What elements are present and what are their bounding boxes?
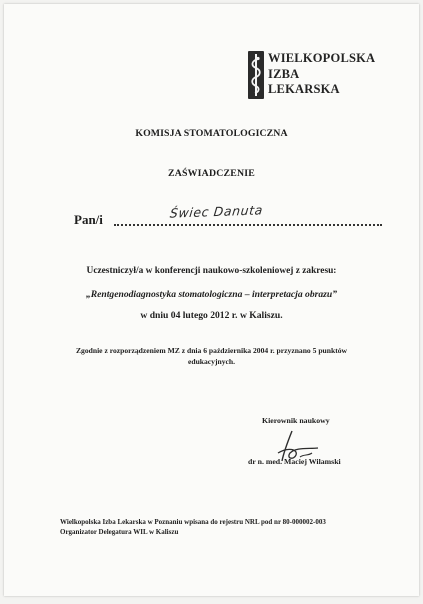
footer-note xyxy=(60,517,326,537)
regulation-note xyxy=(4,345,419,367)
recipient-handwritten-name: Świec Danuta xyxy=(169,202,264,221)
recipient-label: Pan/i xyxy=(74,212,103,227)
logo-line-2: IZBA xyxy=(268,66,300,81)
footer-line-2: Organizator Delegatura WIL w Kaliszu xyxy=(60,528,179,536)
regulation-line-2: edukacyjnych. xyxy=(187,357,236,366)
commission-heading: KOMISJA STOMATOLOGICZNA xyxy=(135,128,288,139)
certificate-title: ZAŚWIADCZENIE xyxy=(168,168,255,179)
supervisor-title: Kierownik naukowy xyxy=(262,416,330,425)
dotted-fill-line xyxy=(114,224,382,226)
participation-statement: Uczestniczył/a w konferencji naukowo-szkoleniowej z zakresu: xyxy=(86,266,337,276)
supervisor-name: dr n. med. Maciej Wilamski xyxy=(248,457,341,466)
footer-line-1: Wielkopolska Izba Lekarska w Poznaniu wpisana do rejestru NRL pod nr 80-000002-003 xyxy=(60,518,326,526)
regulation-line-1: Zgodnie z rozporządzeniem MZ z dnia 6 października 2004 r. przyznano 5 punktów xyxy=(75,346,348,355)
certificate-page xyxy=(4,4,419,596)
recipient-name-line xyxy=(74,204,374,230)
aesculapius-staff-icon xyxy=(248,51,264,99)
logo-line-1: WIELKOPOLSKA xyxy=(268,51,376,65)
conference-date: w dniu 04 lutego 2012 r. w Kaliszu. xyxy=(140,310,283,321)
logo-line-3: LEKARSKA xyxy=(268,82,340,96)
logo-wordmark xyxy=(268,51,375,98)
conference-topic: „Rentgenodiagnostyka stomatologiczna – interpretacja obrazu” xyxy=(85,289,338,300)
chamber-logo xyxy=(248,51,398,101)
